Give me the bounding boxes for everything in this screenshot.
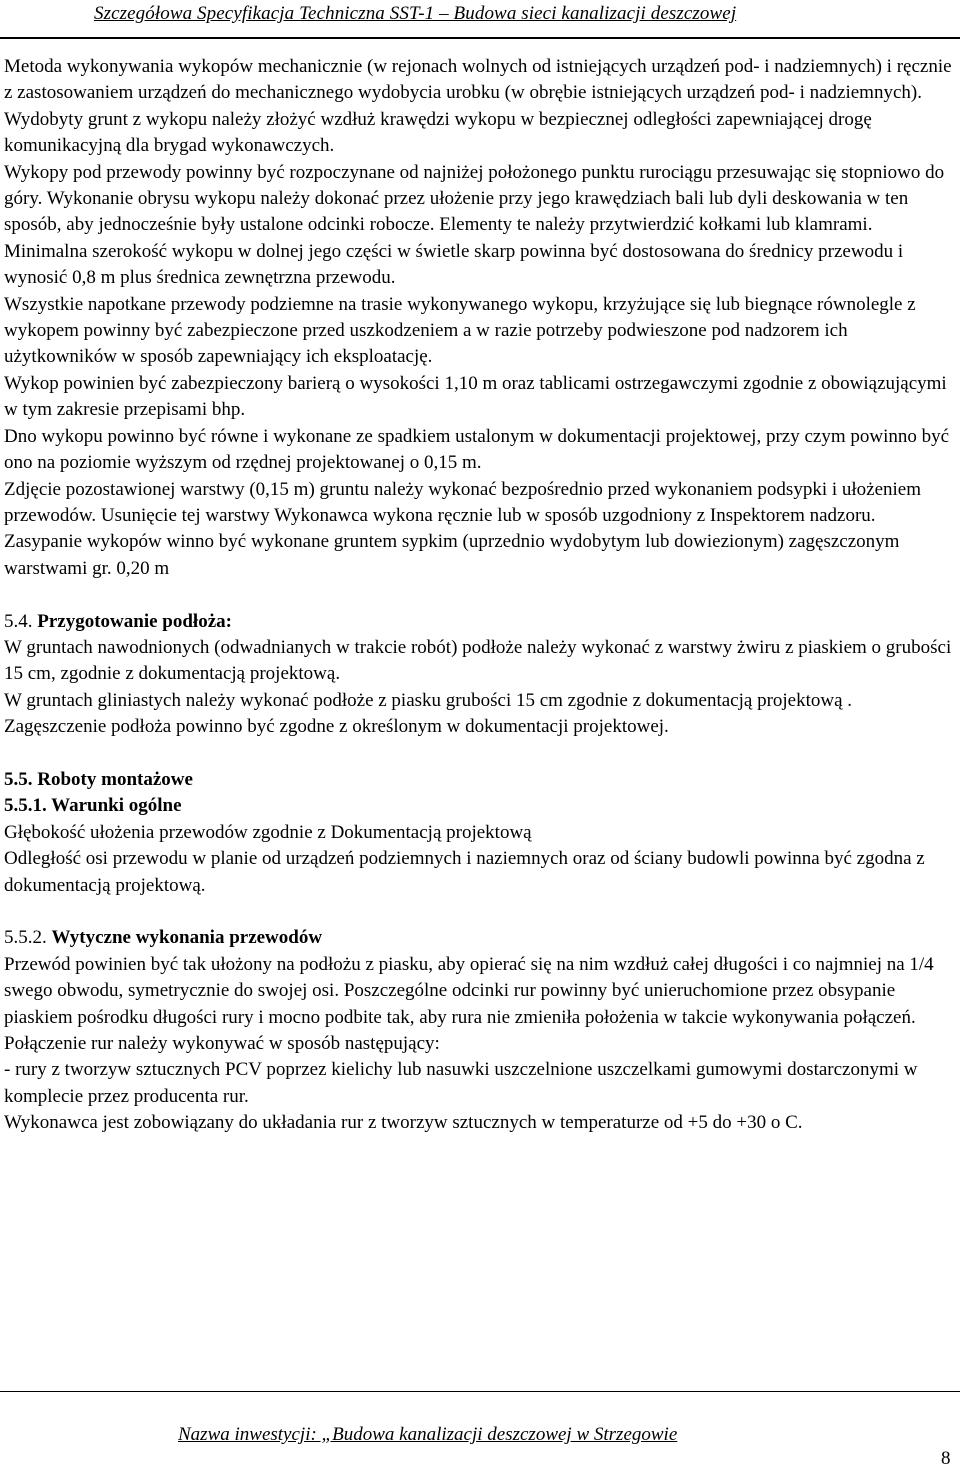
paragraph-excavated-soil: Wydobyty grunt z wykopu należy złożyć wzdłuż krawędzi wykopu w bezpiecznej odległości zapewniającej drogę komunikacyjną dla brygad wykonawczych.: [4, 108, 872, 157]
heading-5-5: 5.5. Roboty montażowe: [4, 768, 193, 790]
spacer: [4, 741, 956, 767]
paragraph-depth: Głębokość ułożenia przewodów zgodnie z Dokumentacją projektową: [4, 821, 532, 843]
paragraph-pvc-joints: - rury z tworzyw sztucznych PCV poprzez kielichy lub nasuwki uszczelnione uszczelkami gumowymi dostarczonymi w komplecie przez producenta rur.: [4, 1059, 918, 1107]
heading-5-5-2-title: Wytyczne wykonania przewodów: [51, 927, 323, 949]
heading-5-5-2: [4, 925, 956, 951]
header-title: Szczegółowa Specyfikacja Techniczna SST-1 – Budowa sieci kanalizacji deszczowej: [94, 3, 737, 24]
paragraph-pipe-laying: Przewód powinien być tak ułożony na podłożu z piasku, aby opierać się na nim wzdłuż całej długości i co najmniej na 1/4 swego obwodu, symetrycznie do swojej osi. Poszczególne odcinki rur powinny być unieruchomione przez obsypanie piaskiem pośrodku długości rury i mocno podbite tak, aby rura nie zmieniła położenia w takcie wykonywania połączeń.: [4, 953, 934, 1028]
page-number: 8: [941, 1448, 951, 1469]
spacer: [4, 899, 956, 925]
page-header: [0, 0, 960, 38]
header-rule: [0, 37, 960, 39]
paragraph-trench-width: Minimalna szerokość wykopu w dolnej jego części w świetle skarp powinna być dostosowana do średnicy przewodu i wynosić 0,8 m plus średnica zewnętrzna przewodu.: [4, 240, 904, 289]
paragraph-barrier: Wykop powinien być zabezpieczony barierą o wysokości 1,10 m oraz tablicami ostrzegawczymi zgodnie z obowiązującymi w tym zakresie przepisami bhp.: [4, 372, 947, 421]
heading-5-4-title: Przygotowanie podłoża:: [37, 610, 232, 632]
paragraph-temperature: Wykonawca jest zobowiązany do układania rur z tworzyw sztucznych w temperaturze od +5 do +30 o C.: [4, 1112, 803, 1134]
footer-investment-name: Nazwa inwestycji: „Budowa kanalizacji deszczowej w Strzegowie: [178, 1424, 678, 1445]
document-body: [4, 54, 956, 1137]
heading-5-4-number: 5.4.: [4, 610, 33, 632]
footer-rule: [0, 1391, 960, 1392]
paragraph-trench-bottom: Dno wykopu powinno być równe i wykonane ze spadkiem ustalonym w dokumentacji projektowej, przy czym powinno być ono na poziomie wyższym od rzędnej projektowanej o 0,15 m.: [4, 425, 950, 474]
spacer: [4, 582, 956, 608]
paragraph-trench-start: Wykopy pod przewody powinny być rozpoczynane od najniżej położonego punktu rurociągu przesuwając się stopniowo do góry. Wykonanie obrysu wykopu należy dokonać przez ułożenie przy jego krawędziach bali lub dyli deskowania w ten sposób, aby jednocześnie były ustalone odcinki robocze. Elementy te należy przytwierdzić kołkami lub klamrami.: [4, 161, 945, 236]
paragraph-backfill: Zasypanie wykopów winno być wykonane gruntem sypkim (uprzednio wydobytym lub dowiezionym) zagęszczonym warstwami gr. 0,20 m: [4, 531, 900, 579]
paragraph-clay-soils: W gruntach gliniastych należy wykonać podłoże z piasku grubości 15 cm zgodnie z dokumentacją projektową .: [4, 689, 853, 711]
paragraph-wet-soils: W gruntach nawodnionych (odwadnianych w trakcie robót) podłoże należy wykonać z warstwy żwiru z piaskiem o grubości 15 cm, zgodnie z dokumentacją projektową.: [4, 636, 952, 685]
paragraph-soil-removal: Zdjęcie pozostawionej warstwy (0,15 m) gruntu należy wykonać bezpośrednio przed wykonaniem podsypki i ułożeniem przewodów. Usunięcie tej warstwy Wykonawca wykona ręcznie lub w sposób uzgodniony z Inspektorem nadzoru.: [4, 478, 922, 526]
paragraph-joints-intro: Połączenie rur należy wykonywać w sposób następujący:: [4, 1032, 440, 1054]
heading-5-5-2-number: 5.5.2.: [4, 927, 47, 949]
paragraph-axis-distance: Odległość osi przewodu w planie od urządzeń podziemnych i naziemnych oraz od ściany budowli powinna być zgodna z dokumentacją projektową.: [4, 848, 925, 896]
heading-5-4: [4, 609, 956, 635]
paragraph-existing-utilities: Wszystkie napotkane przewody podziemne na trasie wykonywanego wykopu, krzyżujące się lub biegnące równolegle z wykopem powinny być zabezpieczone przed uszkodzeniem a w razie potrzeby podwieszone pod nadzorem ich użytkowników w sposób zapewniający ich eksploatację.: [4, 293, 916, 368]
paragraph-compaction: Zagęszczenie podłoża powinno być zgodne z określonym w dokumentacji projektowej.: [4, 716, 669, 738]
paragraph-excavation-method: Metoda wykonywania wykopów mechanicznie (w rejonach wolnych od istniejących urządzeń pod- i nadziemnych) i ręcznie z zastosowaniem urządzeń do mechanicznego wydobycia urobku (w obrębie istniejących urządzeń pod- i nadziemnych).: [4, 56, 952, 104]
heading-5-5-1: 5.5.1. Warunki ogólne: [4, 795, 182, 817]
